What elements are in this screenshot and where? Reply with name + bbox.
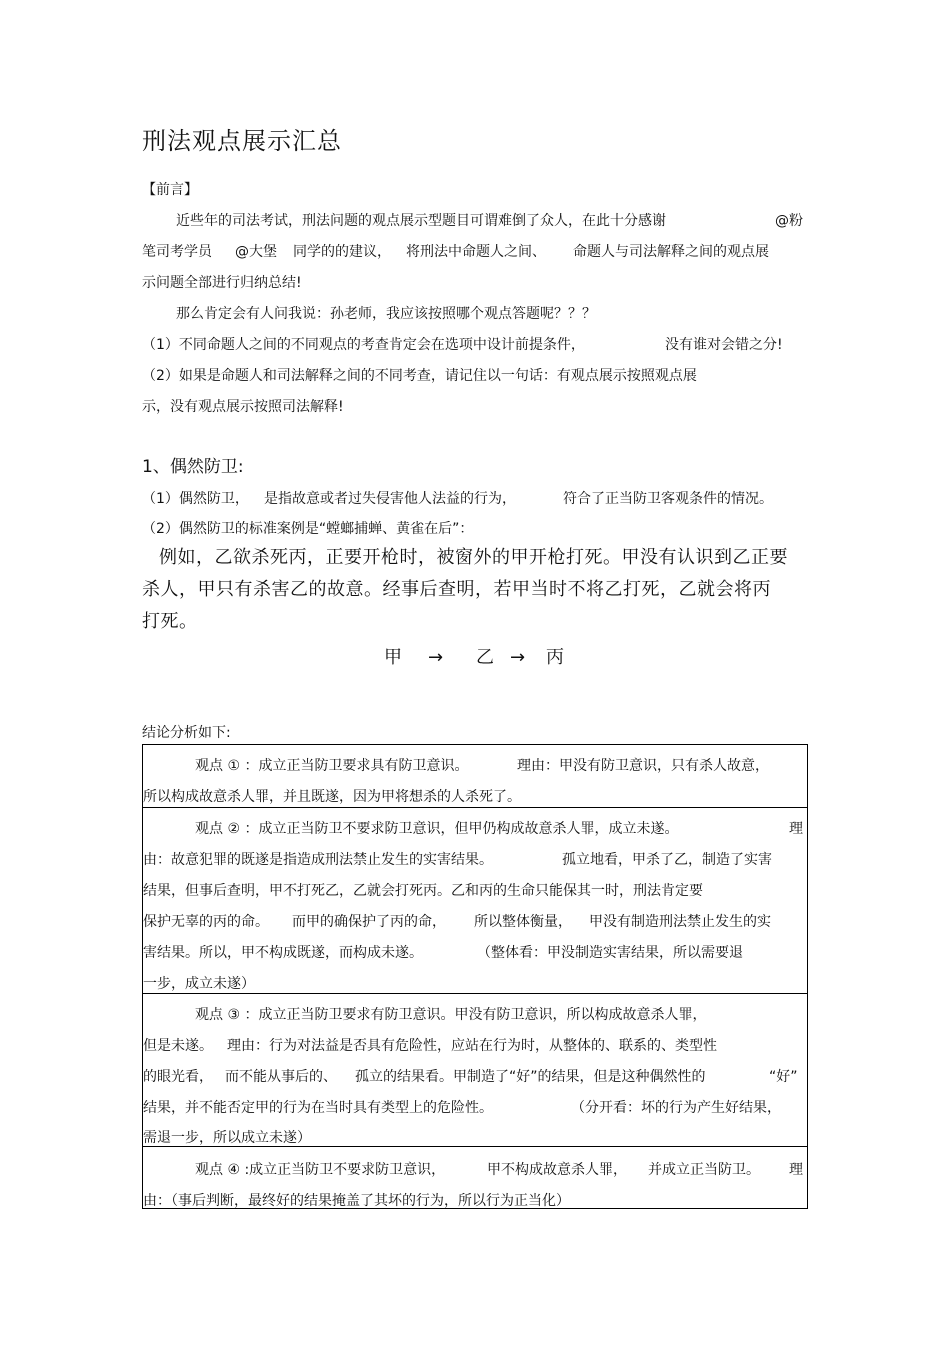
diagram-yi: 乙 [476,647,495,668]
section-heading: 1、偶然防卫: [142,457,244,477]
preface-line: @粉 [775,213,803,229]
view-line: 理 [789,821,803,837]
preface-line: 示问题全部进行归纳总结! [142,275,302,291]
view-line: “好” [769,1069,798,1085]
view-line: 由：故意犯罪的既遂是指造成刑法禁止发生的实害结果。 [143,852,493,868]
view-line: 而不能从事后的、 [225,1069,337,1085]
view-box-4 [142,1146,808,1209]
view-line: 观点 ③ ：成立正当防卫要求有防卫意识。甲没有防卫意识，所以构成故意杀人罪， [195,1007,707,1023]
view-box-3 [142,993,808,1147]
view-line: 结果，但事后查明，甲不打死乙，乙就会打死丙。乙和丙的生命只能保其一时，刑法肯定要 [143,883,703,899]
view-line: 观点 ② ：成立正当防卫不要求防卫意识，但甲仍构成故意杀人罪，成立未遂。 [195,821,679,837]
arrow-right-icon: → [510,647,526,668]
preface-line: （1）不同命题人之间的不同观点的考查肯定会在选项中设计前提条件， [142,337,585,353]
view-line: 孤立地看，甲杀了乙，制造了实害 [562,852,772,868]
view-line: 的眼光看， [143,1069,213,1085]
diagram-bing: 丙 [546,647,565,668]
view-line: 结果，并不能否定甲的行为在当时具有类型上的危险性。 [143,1100,493,1116]
preface-line: 命题人与司法解释之间的观点展 [573,244,769,260]
view-box-1 [142,744,808,808]
view-line: 保护无辜的丙的命。 [143,914,269,930]
preface-line: （2）如果是命题人和司法解释之间的不同考查，请记住以一句话：有观点展示按照观点展 [142,368,697,384]
preface-line: 近些年的司法考试，刑法问题的观点展示型题目可谓难倒了众人，在此十分感谢 [176,213,666,229]
view-box-2 [142,807,808,994]
arrow-right-icon: → [428,647,444,668]
preface-line: 示，没有观点展示按照司法解释! [142,399,344,415]
view-line: 一步，成立未遂） [143,976,255,992]
preface-heading: 【前言】 [142,182,198,198]
view-line: 而甲的确保护了丙的命， [292,914,446,930]
view-line: 观点 ① ：成立正当防卫要求具有防卫意识。 [195,758,469,774]
view-line: 由：（事后判断，最终好的结果掩盖了其坏的行为，所以行为正当化） [143,1193,570,1209]
example-line: 例如，乙欲杀死丙，正要开枪时，被窗外的甲开枪打死。甲没有认识到乙正要 [159,547,788,568]
section-paragraph: （1）偶然防卫， [142,491,249,507]
diagram-jia: 甲 [384,647,403,668]
view-line: 观点 ④ :成立正当防卫不要求防卫意识， [195,1162,446,1178]
preface-line: 没有谁对会错之分! [665,337,783,353]
example-line: 打死。 [142,611,198,632]
view-line: 甲不构成故意杀人罪， [487,1162,627,1178]
preface-line: 那么肯定会有人问我说：孙老师，我应该按照哪个观点答题呢？？？ [176,306,596,322]
view-line: 理由：行为对法益是否具有危险性，应站在行为时，从整体的、联系的、类型性 [227,1038,717,1054]
view-line: 并成立正当防卫。 [648,1162,760,1178]
section-paragraph: 是指故意或者过失侵害他人法益的行为， [264,491,516,507]
preface-line: 笔司考学员 [142,244,212,260]
example-line: 杀人，甲只有杀害乙的故意。经事后查明，若甲当时不将乙打死，乙就会将丙 [142,579,771,600]
view-line: 所以整体衡量， [474,914,572,930]
view-line: （分开看：坏的行为产生好结果， [571,1100,781,1116]
view-line: 所以构成故意杀人罪，并且既遂，因为甲将想杀的人杀死了。 [143,789,521,805]
preface-line: 将刑法中命题人之间、 [406,244,546,260]
conclusion-label: 结论分析如下: [142,725,231,741]
view-line: 理 [789,1162,803,1178]
preface-line: @大堡 [235,244,277,260]
preface-line: 同学的的建议， [293,244,391,260]
section-paragraph: （2）偶然防卫的标准案例是“螳螂捕蝉、黄雀在后”： [142,521,474,537]
page-title: 刑法观点展示汇总 [142,127,342,155]
view-line: 但是未遂。 [143,1038,213,1054]
view-line: 甲没有制造刑法禁止发生的实 [589,914,771,930]
view-line: （整体看：甲没制造实害结果，所以需要退 [477,945,743,961]
view-line: 理由：甲没有防卫意识，只有杀人故意， [517,758,769,774]
view-line: 孤立的结果看。甲制造了“好”的结果，但是这种偶然性的 [355,1069,706,1085]
view-line: 害结果。所以，甲不构成既遂，而构成未遂。 [143,945,423,961]
view-line: 需退一步，所以成立未遂） [143,1130,311,1146]
section-paragraph: 符合了正当防卫客观条件的情况。 [563,491,773,507]
